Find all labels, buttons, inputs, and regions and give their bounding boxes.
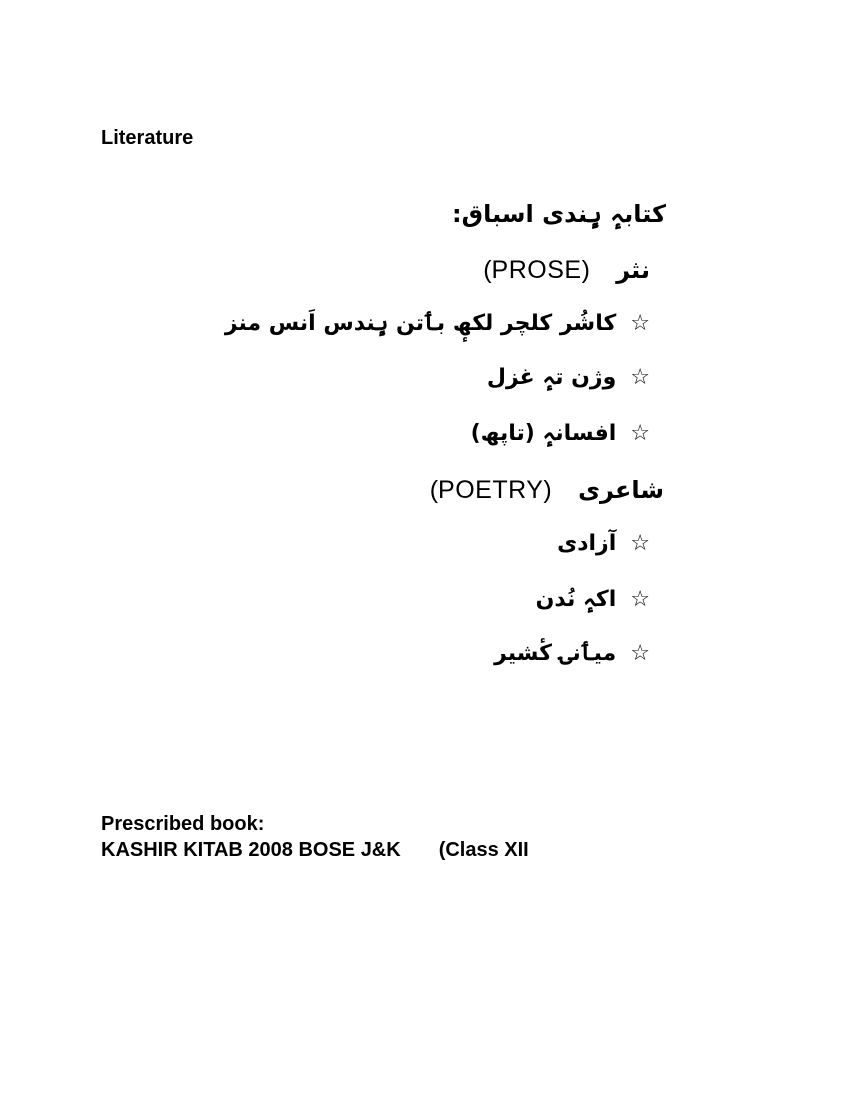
prescribed-book-line xyxy=(101,837,529,863)
poetry-label-kashmiri: شاعری xyxy=(578,476,664,504)
poetry-item-label: اکہٕ نُدن xyxy=(535,587,617,612)
prose-item-label: کاشُر کلچر لکھٕ بٲتن ہٕندس اَنس منز xyxy=(224,311,617,336)
poetry-item-label: میٲنۍ کٔشیر xyxy=(494,641,617,666)
poetry-item xyxy=(494,634,650,674)
poetry-item xyxy=(557,524,650,564)
prose-item xyxy=(225,304,650,344)
star-icon: ☆ xyxy=(630,311,650,336)
poetry-section-heading xyxy=(430,470,664,510)
prescribed-book-class: (Class XII xyxy=(438,839,529,861)
prose-item xyxy=(471,414,650,454)
prose-label-english: (PROSE) xyxy=(483,256,590,284)
prose-item-label: افسانہٕ (تاپھ) xyxy=(470,421,617,446)
prose-label-kashmiri: نثر xyxy=(616,256,650,284)
star-icon: ☆ xyxy=(630,641,650,666)
syllabus-title: کتابہٕ ہٕندی اسباق: xyxy=(452,200,666,228)
prose-item xyxy=(487,358,650,398)
prescribed-book-label: Prescribed book: xyxy=(101,813,265,835)
prescribed-book-title: KASHIR KITAB 2008 BOSE J&K xyxy=(101,839,401,861)
star-icon: ☆ xyxy=(630,421,650,446)
poetry-item xyxy=(536,580,650,620)
poetry-item-label: آزادی xyxy=(557,531,617,556)
star-icon: ☆ xyxy=(630,365,650,390)
star-icon: ☆ xyxy=(630,531,650,556)
prescribed-book-block xyxy=(101,811,529,863)
poetry-label-english: (POETRY) xyxy=(429,476,552,504)
prose-section-heading xyxy=(483,250,650,290)
page-heading: Literature xyxy=(101,127,194,149)
star-icon: ☆ xyxy=(630,587,650,612)
prose-item-label: وژن تہٕ غزل xyxy=(486,365,617,390)
